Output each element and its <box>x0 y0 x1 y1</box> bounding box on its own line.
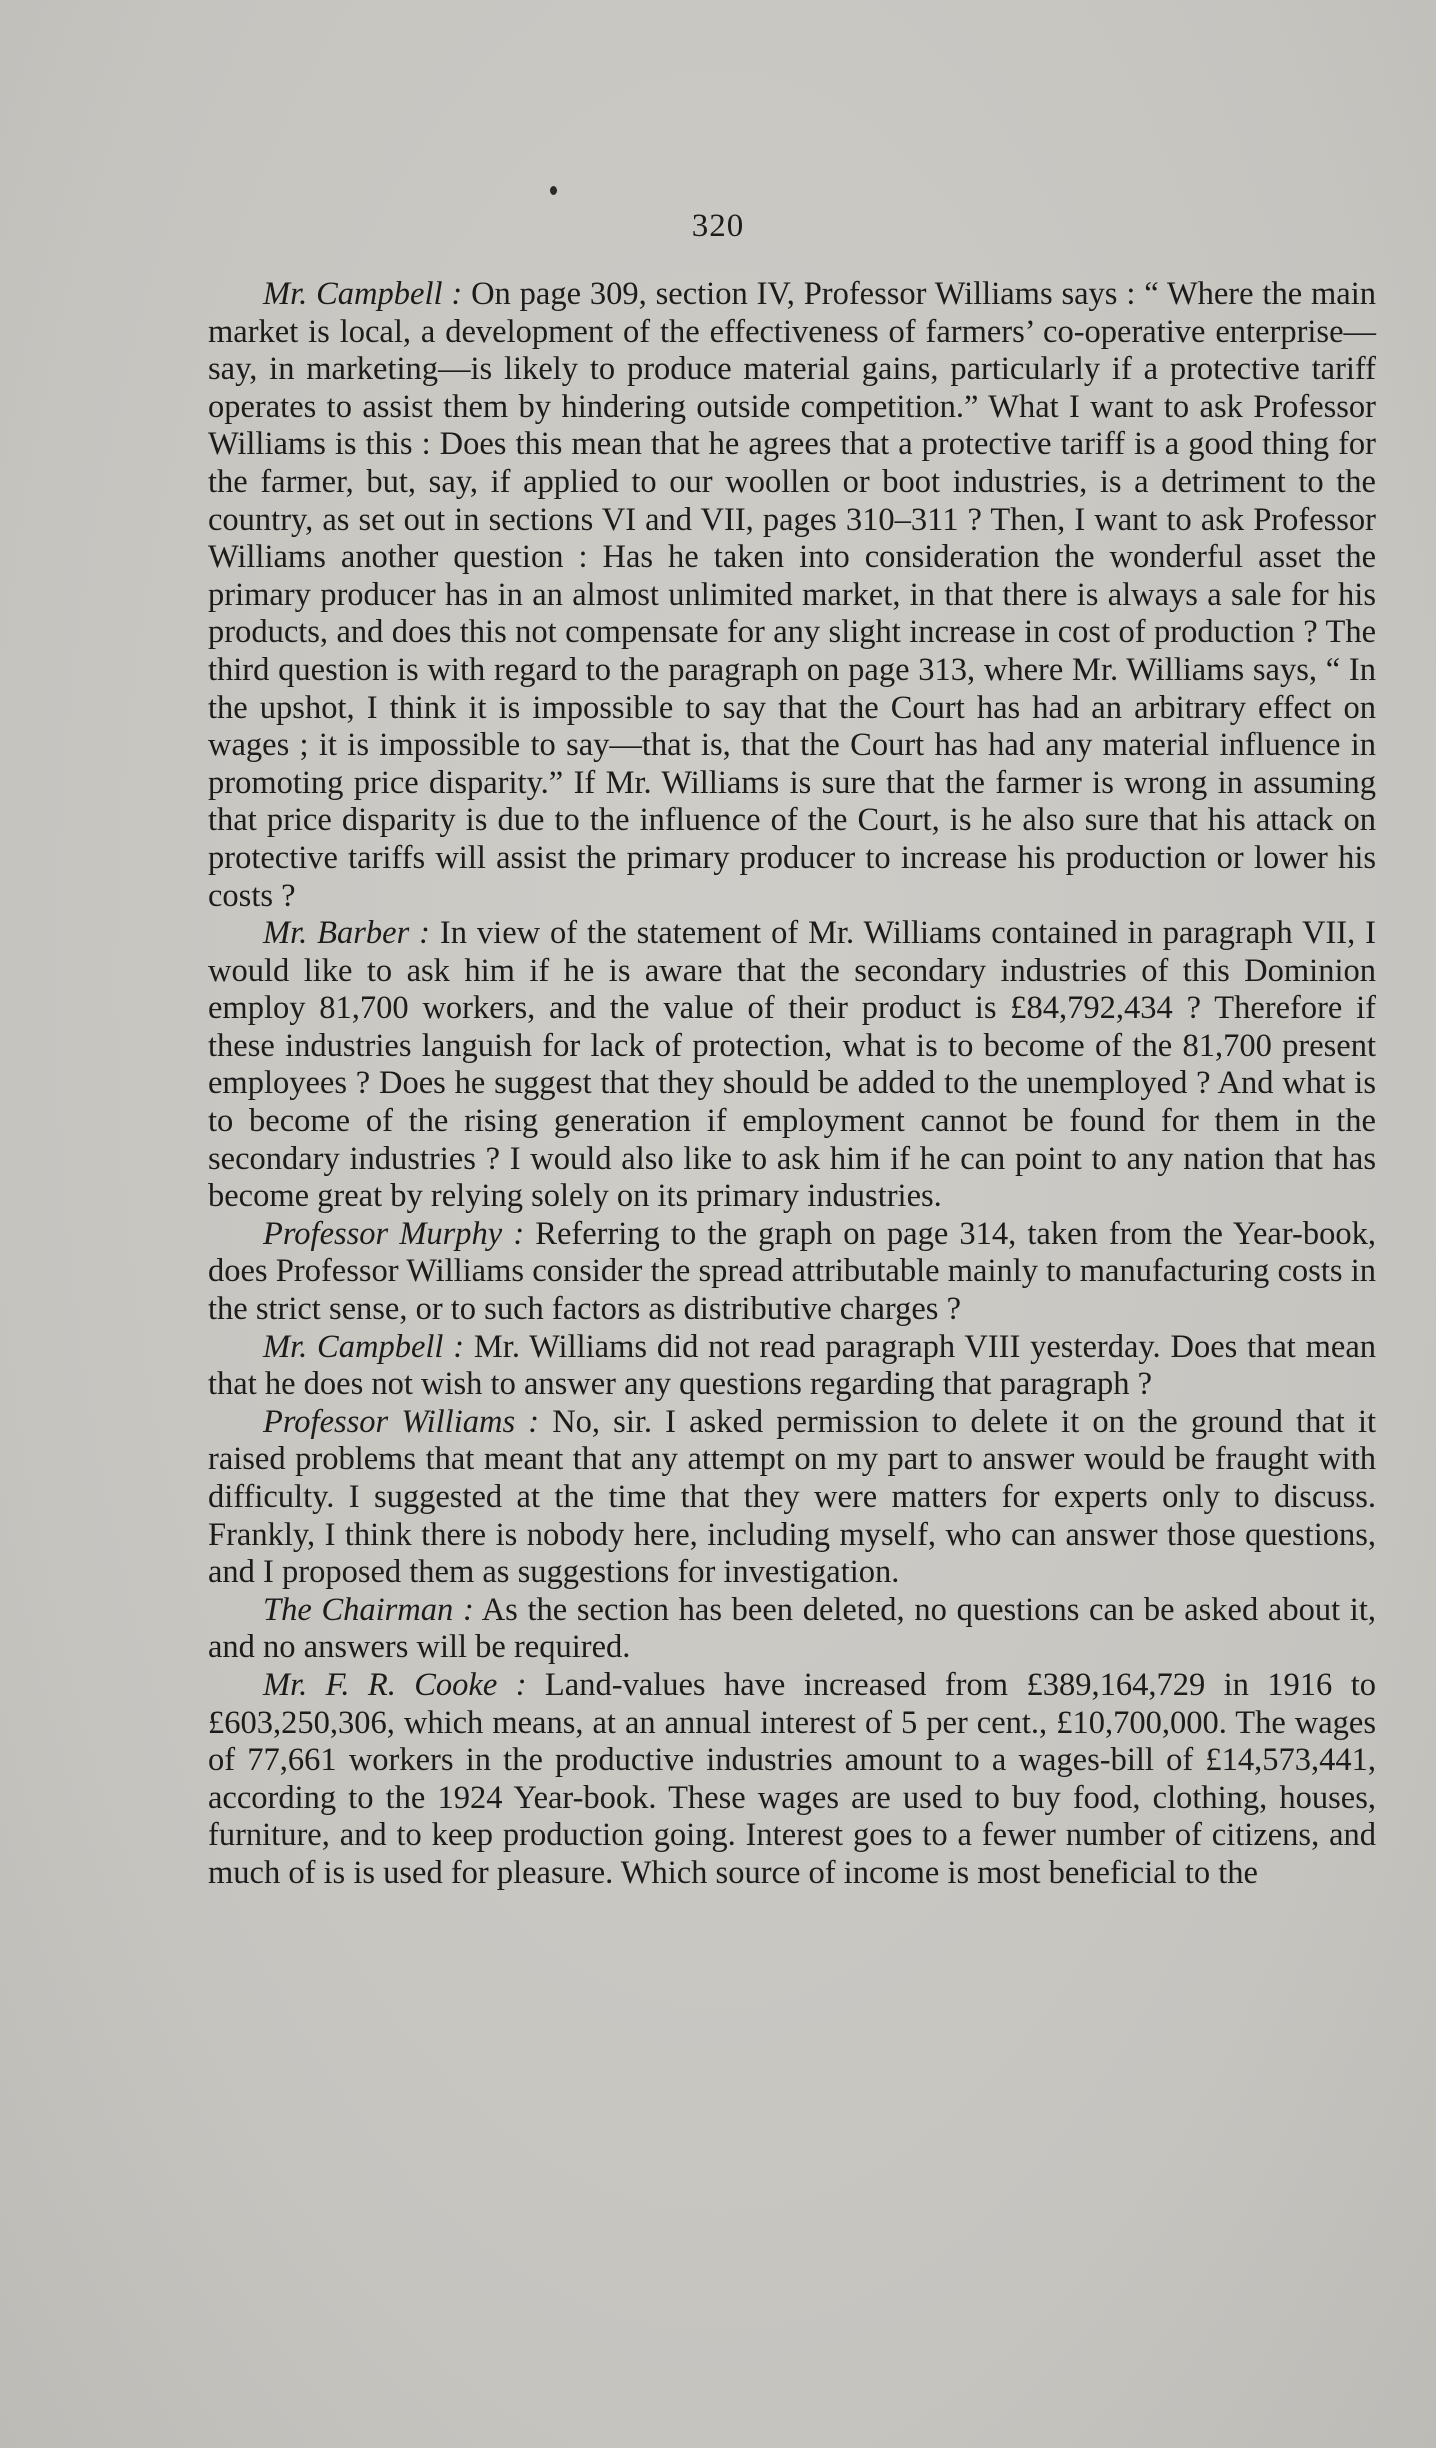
speaker-name: The Chairman : <box>263 1591 474 1628</box>
paragraph-text: As the section has been deleted, no questions can be asked about it, and no answers will be required. <box>208 1591 1376 1666</box>
paragraph-text: Referring to the graph on page 314, taken from the Year-book, does Professor Williams consider the spread attributable mainly to manufacturing costs in the strict sense, or to such factors as distributive charges ? <box>208 1215 1376 1328</box>
paragraph-murphy <box>208 1216 1376 1329</box>
paragraph-text: Mr. Williams did not read paragraph VIII yesterday. Does that mean that he does not wish to answer any questions regarding that paragraph ? <box>208 1328 1376 1403</box>
ink-speck <box>550 186 557 195</box>
paragraph-text: In view of the statement of Mr. Williams contained in paragraph VII, I would like to ask him if he is aware that the secondary industries of this Dominion employ 81,700 workers, and the value of their product is £84,792,434 ? Therefore if these industries languish for lack of protection, what is to become of the 81,700 present employees ? Does he suggest that they should be added to the unemployed ? And what is to become of the rising generation if employment cannot be found for them in the secondary industries ? I would also like to ask him if he can point to any nation that has become great by relying solely on its primary industries. <box>208 915 1376 1215</box>
paragraph-campbell-1 <box>208 276 1376 915</box>
speaker-name: Professor Murphy : <box>263 1215 525 1252</box>
speaker-name: Mr. Campbell : <box>263 276 463 312</box>
speaker-name: Mr. F. R. Cooke : <box>263 1666 527 1703</box>
transcript-body <box>208 276 1376 1893</box>
paragraph-williams <box>208 1404 1376 1592</box>
speaker-name: Professor Williams : <box>263 1403 540 1440</box>
speaker-name: Mr. Campbell : <box>263 1328 465 1365</box>
paragraph-cooke <box>208 1667 1376 1893</box>
paragraph-campbell-2 <box>208 1329 1376 1404</box>
page-number: 320 <box>691 208 745 244</box>
paragraph-text: Land-values have increased from £389,164,729 in 1916 to £603,250,306, which means, at an annual interest of 5 per cent., £10,700,000. The wages of 77,661 workers in the productive industries amount to a wages-bill of £14,573,441, according to the 1924 Year-book. These wages are used to buy food, clothing, houses, furniture, and to keep production going. Interest goes to a fewer number of citizens, and much of is is used for pleasure. Which source of income is most beneficial to the <box>208 1666 1376 1891</box>
speaker-name: Mr. Barber : <box>263 915 430 952</box>
paragraph-barber <box>208 915 1376 1216</box>
paragraph-text: No, sir. I asked permission to delete it on the ground that it raised problems that meant that any attempt on my part to answer would be fraught with difficulty. I suggested at the time that they were matters for experts only to discuss. Frankly, I think there is nobody here, including myself, who can answer those questions, and I proposed them as suggestions for investigation. <box>208 1403 1377 1591</box>
paragraph-chairman <box>208 1592 1376 1667</box>
paragraph-text: On page 309, section IV, Professor Williams says : “ Where the main market is local, a development of the effectiveness of farmers’ co-operative enterprise—say, in marketing—is likely to produce material gains, particularly if a protective tariff operates to assist them by hindering outside competition.” What I want to ask Professor Williams is this : Does this mean that he agrees that a protective tariff is a good thing for the farmer, but, say, if applied to our woollen or boot industries, is a detriment to the country, as set out in sections VI and VII, pages 310–311 ? Then, I want to ask Professor Williams another question : Has he taken into consideration the wonderful asset the primary producer has in an almost unlimited market, in that there is always a sale for his products, and does this not compensate for any slight increase in cost of production ? The third question is with regard to the paragraph on page 313, where Mr. Williams says, “ In the upshot, I think it is impossible to say that the Court has had an arbitrary effect on wages ; it is impossible to say—that is, that the Court has had any material influence in promoting price disparity.” If Mr. Williams is sure that the farmer is wrong in assuming that price disparity is due to the influence of the Court, is he also sure that his attack on protective tariffs will assist the primary producer to increase his production or lower his costs ? <box>208 276 1376 914</box>
